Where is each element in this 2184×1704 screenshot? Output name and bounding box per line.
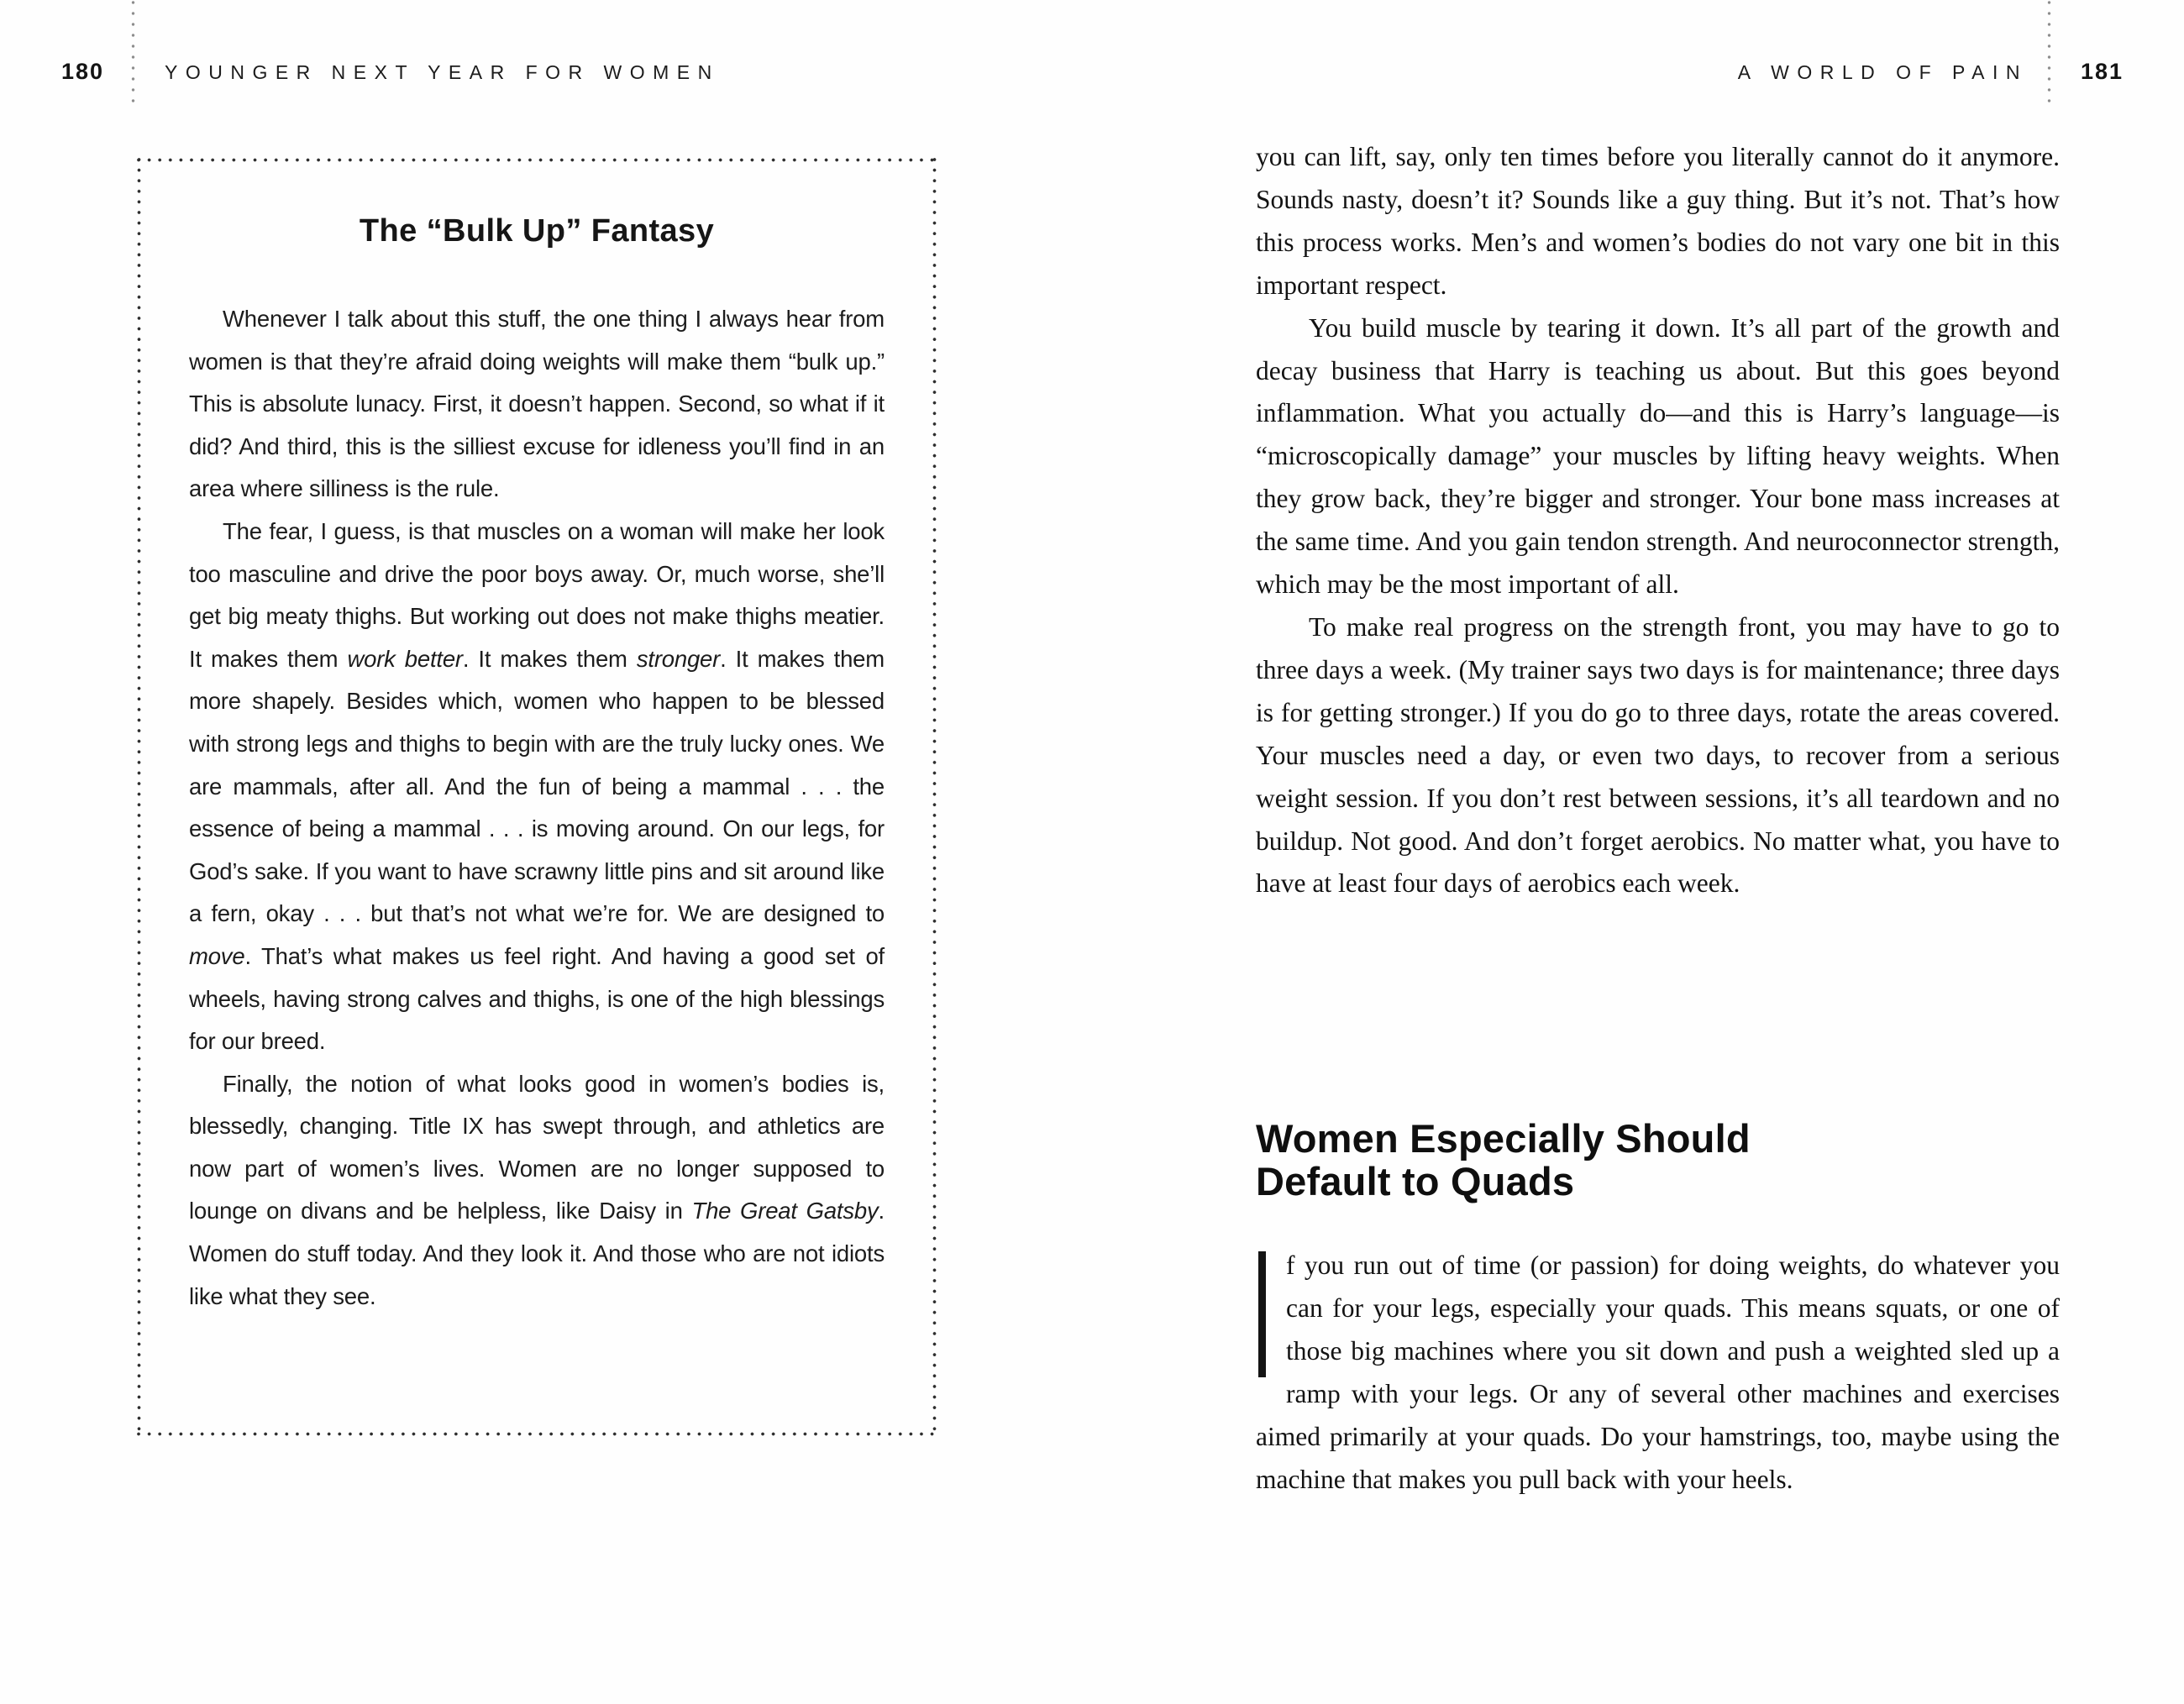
right-header-dotted-rule xyxy=(2047,0,2051,109)
drop-cap-letter-i xyxy=(1258,1251,1266,1377)
callout-paragraph: Finally, the notion of what looks good in women’s bodies is, blessedly, changing. Title IX has swept through, and athletics are now part of women’s lives. Women are no longer supposed to lounge on divans and be helpless, like Daisy in The Great Gatsby. Women do stuff today. And they look it. And those who are not idiots like what they see. xyxy=(189,1070,885,1309)
section-heading-line: Women Especially Should xyxy=(1256,1116,1751,1161)
section-heading xyxy=(1256,1117,1751,1203)
right-page-body xyxy=(1256,136,2060,905)
left-page-number: 180 xyxy=(61,59,105,84)
left-header-dotted-rule xyxy=(131,0,135,109)
drop-cap-paragraph xyxy=(1256,1245,2060,1501)
right-page-number: 181 xyxy=(2081,59,2124,84)
callout-box-title: The “Bulk Up” Fantasy xyxy=(359,213,715,249)
right-running-head: A WORLD OF PAIN xyxy=(1737,61,2028,83)
callout-box xyxy=(137,158,937,1436)
callout-box-body xyxy=(189,298,885,1318)
body-paragraph: You build muscle by tearing it down. It’s all part of the growth and decay business that Harry is teaching us about. But this goes beyond inflammation. What you actually do—and this is Harry’s language—is “microscopically damage” your muscles by lifting heavy weights. When they grow back, they’re bigger and stronger. Your bone mass increases at the same time. And you gain tendon strength. And neuroconnector strength, which may be the most important of all. xyxy=(1256,312,2060,600)
callout-paragraph: The fear, I guess, is that muscles on a woman will make her look too masculine and drive the poor boys away. Or, much worse, she’ll get big meaty thighs. But working out does not make thighs meatier. It makes them work better. It makes them stronger. It makes them more shapely. Besides which, women who happen to be blessed with strong legs and thighs to begin with are the truly lucky ones. We are mammals, after all. And the fun of being a mammal . . . the essence of being a mammal . . . is moving around. On our legs, for God’s sake. If you want to have scrawny little pins and sit around like a fern, okay . . . but that’s not what we’re for. We are designed to move. That’s what makes us feel right. And having a good set of wheels, having strong calves and thighs, is one of the high blessings for our breed. xyxy=(189,517,885,1055)
left-running-head: YOUNGER NEXT YEAR FOR WOMEN xyxy=(165,61,720,83)
section-heading-line: Default to Quads xyxy=(1256,1159,1575,1203)
body-paragraph: you can lift, say, only ten times before you literally cannot do it anymore. Sounds nasty, doesn’t it? Sounds like a guy thing. But it’s not. That’s how this process works. Men’s and women’s bodies do not vary one bit in this important respect. xyxy=(1256,142,2060,300)
body-paragraph: To make real progress on the strength front, you may have to go to three days a week. (My trainer says two days is for maintenance; three days is for getting stronger.) If you do go to three days, rotate the areas covered. Your muscles need a day, or even two days, to recover from a serious weight session. If you don’t rest between sessions, it’s all teardown and no buildup. Not good. And don’t forget aerobics. No matter what, you have to have at least four days of aerobics each week. xyxy=(1256,611,2060,899)
callout-paragraph: Whenever I talk about this stuff, the one thing I always hear from women is that they’re afraid doing weights will make them “bulk up.” This is absolute lunacy. First, it doesn’t happen. Second, so what if it did? And third, this is the silliest excuse for idleness you’ll find in an area where silliness is the rule. xyxy=(189,306,885,502)
drop-cap-paragraph-text: f you run out of time (or passion) for doing weights, do whatever you can for your legs, especially your quads. This means squats, or one of those big machines where you sit down and push a weighted sled up a ramp with your legs. Or any of several other machines and exercises aimed primarily at your quads. Do your hamstrings, too, maybe using the machine that makes you pull back with your heels. xyxy=(1256,1250,2060,1494)
